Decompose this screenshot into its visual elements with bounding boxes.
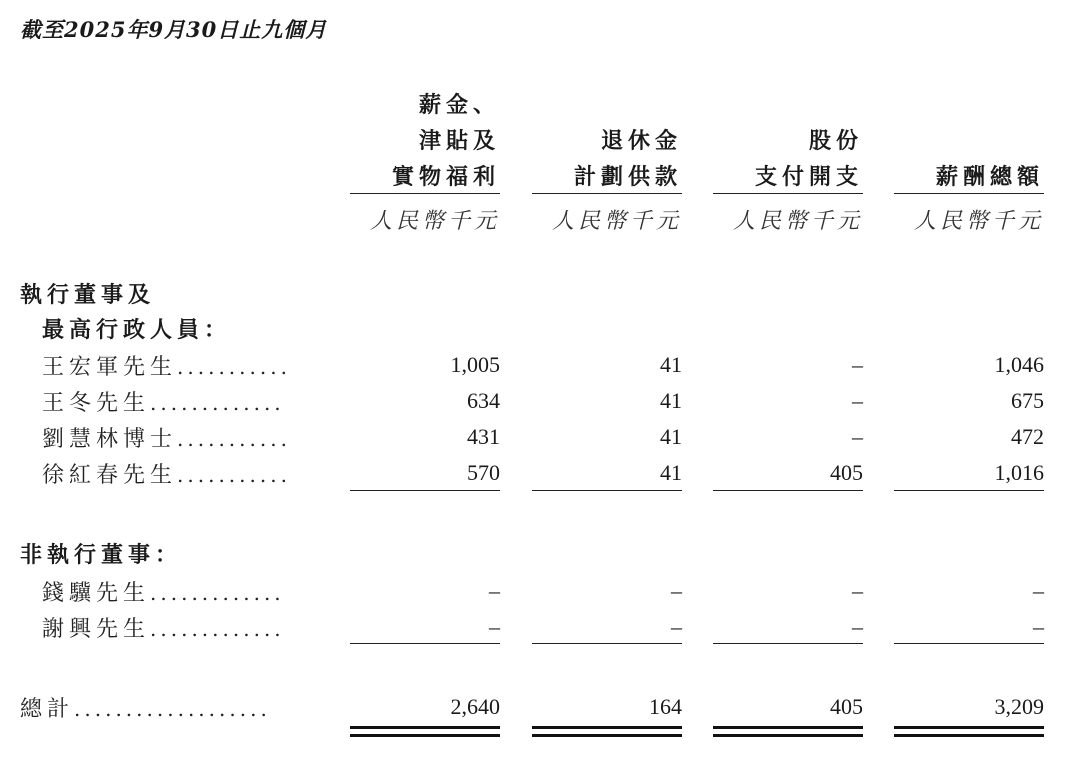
cell-value: – bbox=[489, 614, 500, 639]
total-name: 總計 bbox=[20, 697, 75, 722]
cell-value: – bbox=[671, 614, 682, 639]
subtotal-rule bbox=[532, 643, 682, 644]
row-label bbox=[42, 576, 285, 607]
cell-value: 1,016 bbox=[994, 460, 1044, 485]
row-name: 錢驥先生 bbox=[42, 581, 151, 606]
leader-dots: ........... bbox=[177, 427, 291, 451]
cell-value: 431 bbox=[467, 424, 500, 449]
cell-value: 41 bbox=[660, 460, 682, 485]
cell-value: 570 bbox=[467, 460, 500, 485]
row-label bbox=[42, 350, 291, 381]
col1-header-line1: 薪金、 bbox=[418, 92, 500, 118]
col2-unit: 人民幣千元 bbox=[551, 209, 682, 234]
period-title: 截至2025年9月30日止九個月 bbox=[20, 17, 328, 42]
subtotal-rule bbox=[894, 643, 1044, 644]
subtotal-rule bbox=[532, 490, 682, 491]
row-name: 王宏軍先生 bbox=[42, 355, 178, 380]
col1-unit: 人民幣千元 bbox=[369, 209, 500, 234]
cell-value: 675 bbox=[1011, 388, 1044, 413]
total-rule-bottom bbox=[713, 734, 863, 737]
cell-value: – bbox=[852, 424, 863, 449]
subtotal-rule bbox=[350, 643, 500, 644]
cell-value: 41 bbox=[660, 424, 682, 449]
subtotal-rule bbox=[713, 490, 863, 491]
leader-dots: ................... bbox=[74, 697, 271, 721]
leader-dots: ........... bbox=[177, 463, 291, 487]
total-rule-top bbox=[532, 726, 682, 729]
row-label bbox=[42, 458, 291, 489]
cell-value: 634 bbox=[467, 388, 500, 413]
total-label bbox=[20, 692, 271, 723]
col4-header-line1: 薪酬總額 bbox=[935, 164, 1044, 190]
cell-value: 41 bbox=[660, 352, 682, 377]
cell-value: 1,005 bbox=[450, 352, 500, 377]
col2-header-rule bbox=[532, 193, 682, 194]
section-title-line1: 非執行董事： bbox=[20, 542, 183, 568]
cell-value: – bbox=[852, 614, 863, 639]
cell-value: 41 bbox=[660, 388, 682, 413]
total-rule-top bbox=[350, 726, 500, 729]
col1-header-line2: 津貼及 bbox=[418, 128, 500, 154]
subtotal-rule bbox=[713, 643, 863, 644]
section-title-line1: 執行董事及 bbox=[20, 282, 156, 308]
row-label bbox=[42, 386, 285, 417]
cell-value: – bbox=[852, 388, 863, 413]
row-name: 王冬先生 bbox=[42, 391, 151, 416]
cell-value: – bbox=[852, 352, 863, 377]
col2-header-line1: 退休金 bbox=[600, 128, 682, 154]
section-title-line2: 最高行政人員： bbox=[42, 317, 232, 343]
cell-value: – bbox=[671, 578, 682, 603]
row-name: 徐紅春先生 bbox=[42, 463, 178, 488]
total-value: 3,209 bbox=[994, 694, 1044, 719]
total-value: 164 bbox=[649, 694, 682, 719]
cell-value: 1,046 bbox=[994, 352, 1044, 377]
total-rule-top bbox=[894, 726, 1044, 729]
cell-value: – bbox=[1033, 578, 1044, 603]
col4-header-rule bbox=[894, 193, 1044, 194]
cell-value: 472 bbox=[1011, 424, 1044, 449]
cell-value: 405 bbox=[830, 460, 863, 485]
row-name: 劉慧林博士 bbox=[42, 427, 178, 452]
col3-header-line2: 支付開支 bbox=[754, 164, 863, 190]
total-rule-bottom bbox=[532, 734, 682, 737]
row-label bbox=[42, 612, 285, 643]
col3-header-rule bbox=[713, 193, 863, 194]
subtotal-rule bbox=[350, 490, 500, 491]
total-value: 2,640 bbox=[450, 694, 500, 719]
total-value: 405 bbox=[830, 694, 863, 719]
cell-value: – bbox=[852, 578, 863, 603]
col3-unit: 人民幣千元 bbox=[732, 209, 863, 234]
total-rule-bottom bbox=[350, 734, 500, 737]
cell-value: – bbox=[1033, 614, 1044, 639]
col1-header-rule bbox=[350, 193, 500, 194]
leader-dots: ............. bbox=[150, 391, 285, 415]
col4-unit: 人民幣千元 bbox=[913, 209, 1044, 234]
cell-value: – bbox=[489, 578, 500, 603]
leader-dots: ............. bbox=[150, 581, 285, 605]
leader-dots: ........... bbox=[177, 355, 291, 379]
row-label bbox=[42, 422, 291, 453]
row-name: 謝興先生 bbox=[42, 617, 151, 642]
col3-header-line1: 股份 bbox=[808, 128, 863, 154]
col2-header-line2: 計劃供款 bbox=[573, 164, 682, 190]
total-rule-top bbox=[713, 726, 863, 729]
col1-header-line3: 實物福利 bbox=[391, 164, 500, 190]
subtotal-rule bbox=[894, 490, 1044, 491]
total-rule-bottom bbox=[894, 734, 1044, 737]
leader-dots: ............. bbox=[150, 617, 285, 641]
